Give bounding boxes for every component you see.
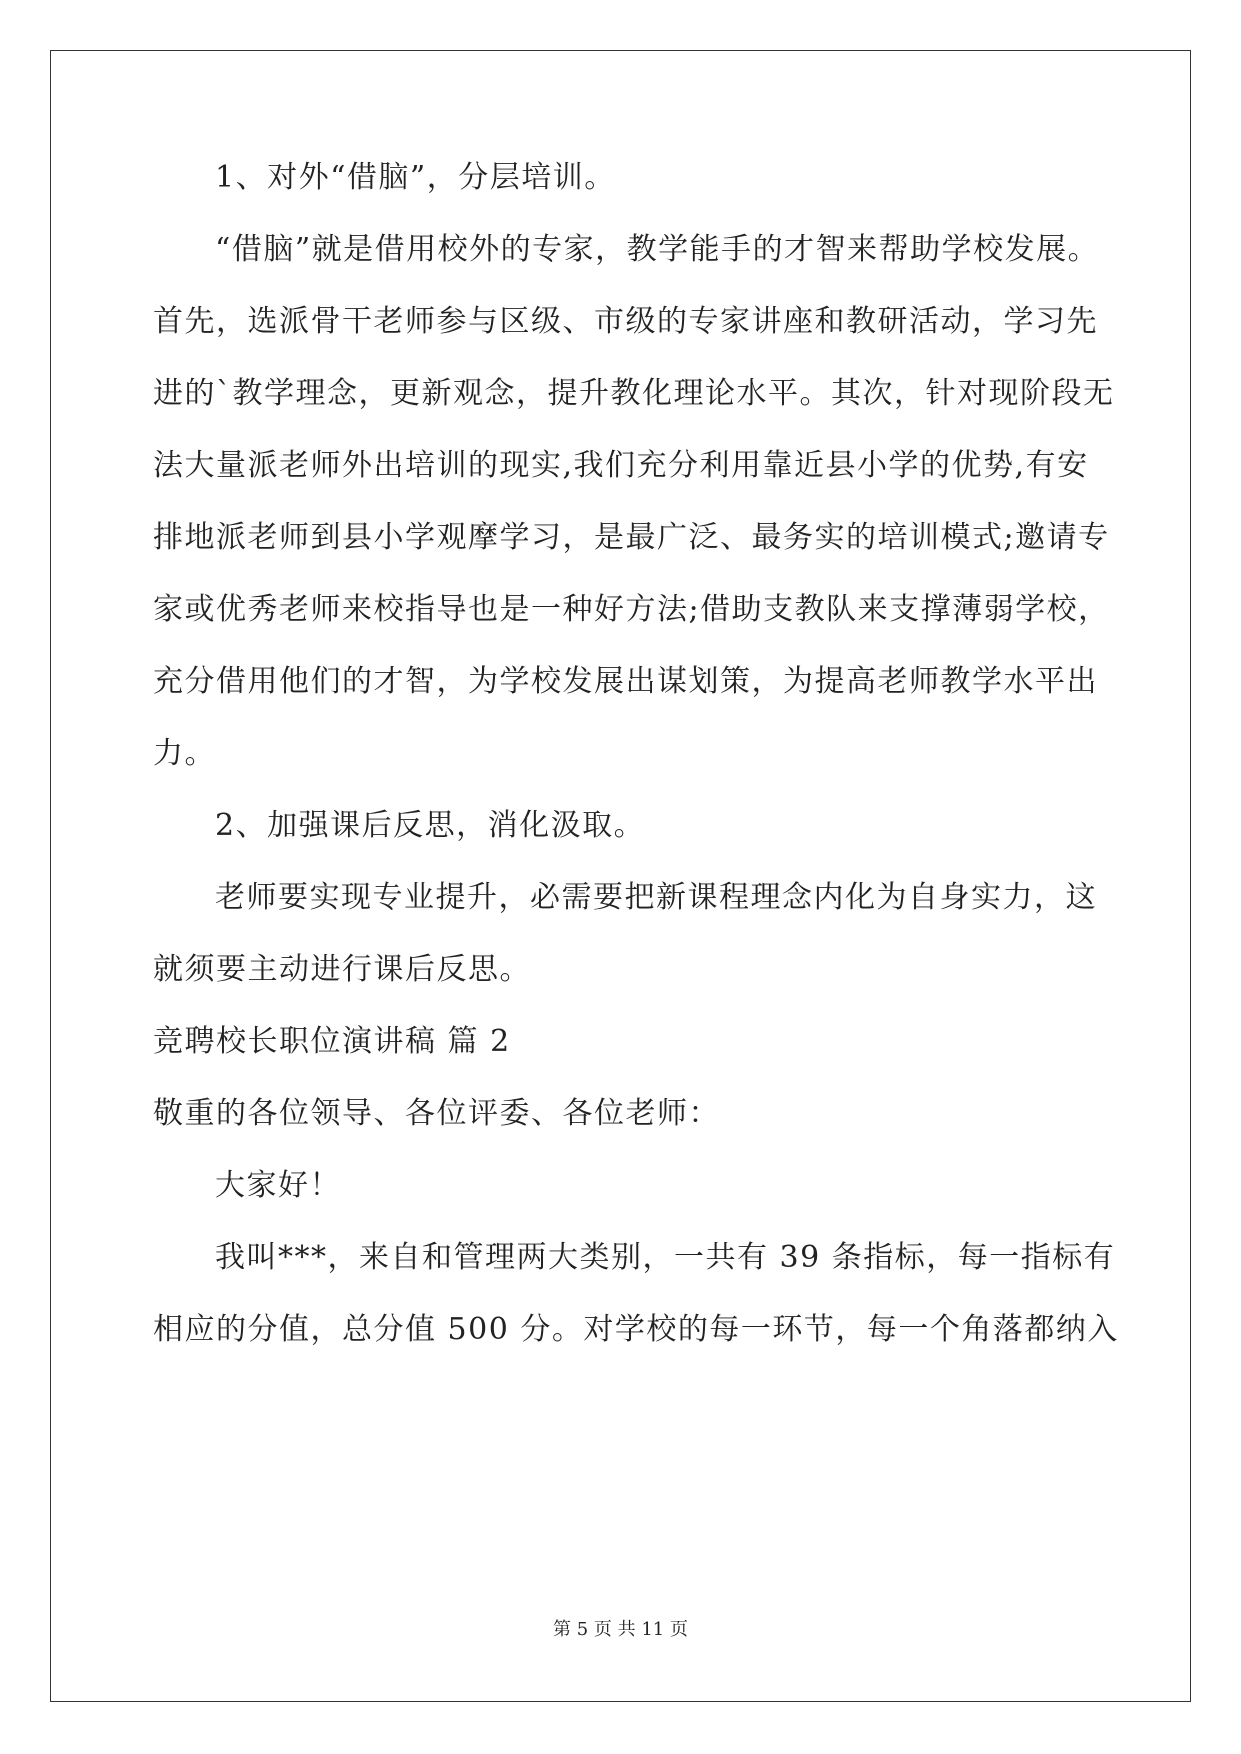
paragraph-line: 力。 bbox=[153, 736, 216, 771]
paragraph-line: 进的`教学理念，更新观念，提升教化理论水平。其次，针对现阶段无 bbox=[153, 376, 1115, 411]
paragraph-line: 2、加强课后反思，消化汲取。 bbox=[215, 808, 646, 843]
paragraph-line: 就须要主动进行课后反思。 bbox=[153, 952, 531, 987]
page-border bbox=[50, 50, 1191, 1702]
section-heading: 竞聘校长职位演讲稿 篇 2 bbox=[153, 1024, 511, 1059]
page-number-footer: 第 5 页 共 11 页 bbox=[553, 1619, 688, 1640]
paragraph-line: 老师要实现专业提升，必需要把新课程理念内化为自身实力，这 bbox=[215, 880, 1097, 915]
paragraph-line: 排地派老师到县小学观摩学习，是最广泛、最务实的培训模式;邀请专 bbox=[153, 520, 1110, 555]
paragraph-line: “借脑”就是借用校外的专家，教学能手的才智来帮助学校发展。 bbox=[215, 232, 1100, 267]
paragraph-line: 我叫***，来自和管理两大类别，一共有 39 条指标，每一指标有 bbox=[215, 1240, 1116, 1275]
paragraph-line: 家或优秀老师来校指导也是一种好方法;借助支教队来支撑薄弱学校， bbox=[153, 592, 1110, 627]
greeting-line: 大家好！ bbox=[215, 1168, 341, 1203]
paragraph-line: 充分借用他们的才智，为学校发展出谋划策，为提高老师教学水平出 bbox=[153, 664, 1098, 699]
paragraph-line: 相应的分值，总分值 500 分。对学校的每一环节，每一个角落都纳入 bbox=[153, 1312, 1119, 1347]
salutation-line: 敬重的各位领导、各位评委、各位老师： bbox=[153, 1096, 720, 1131]
paragraph-line: 1、对外“借脑”，分层培训。 bbox=[215, 160, 616, 195]
paragraph-line: 法大量派老师外出培训的现实,我们充分利用靠近县小学的优势,有安 bbox=[153, 448, 1089, 483]
paragraph-line: 首先，选派骨干老师参与区级、市级的专家讲座和教研活动，学习先 bbox=[153, 304, 1098, 339]
